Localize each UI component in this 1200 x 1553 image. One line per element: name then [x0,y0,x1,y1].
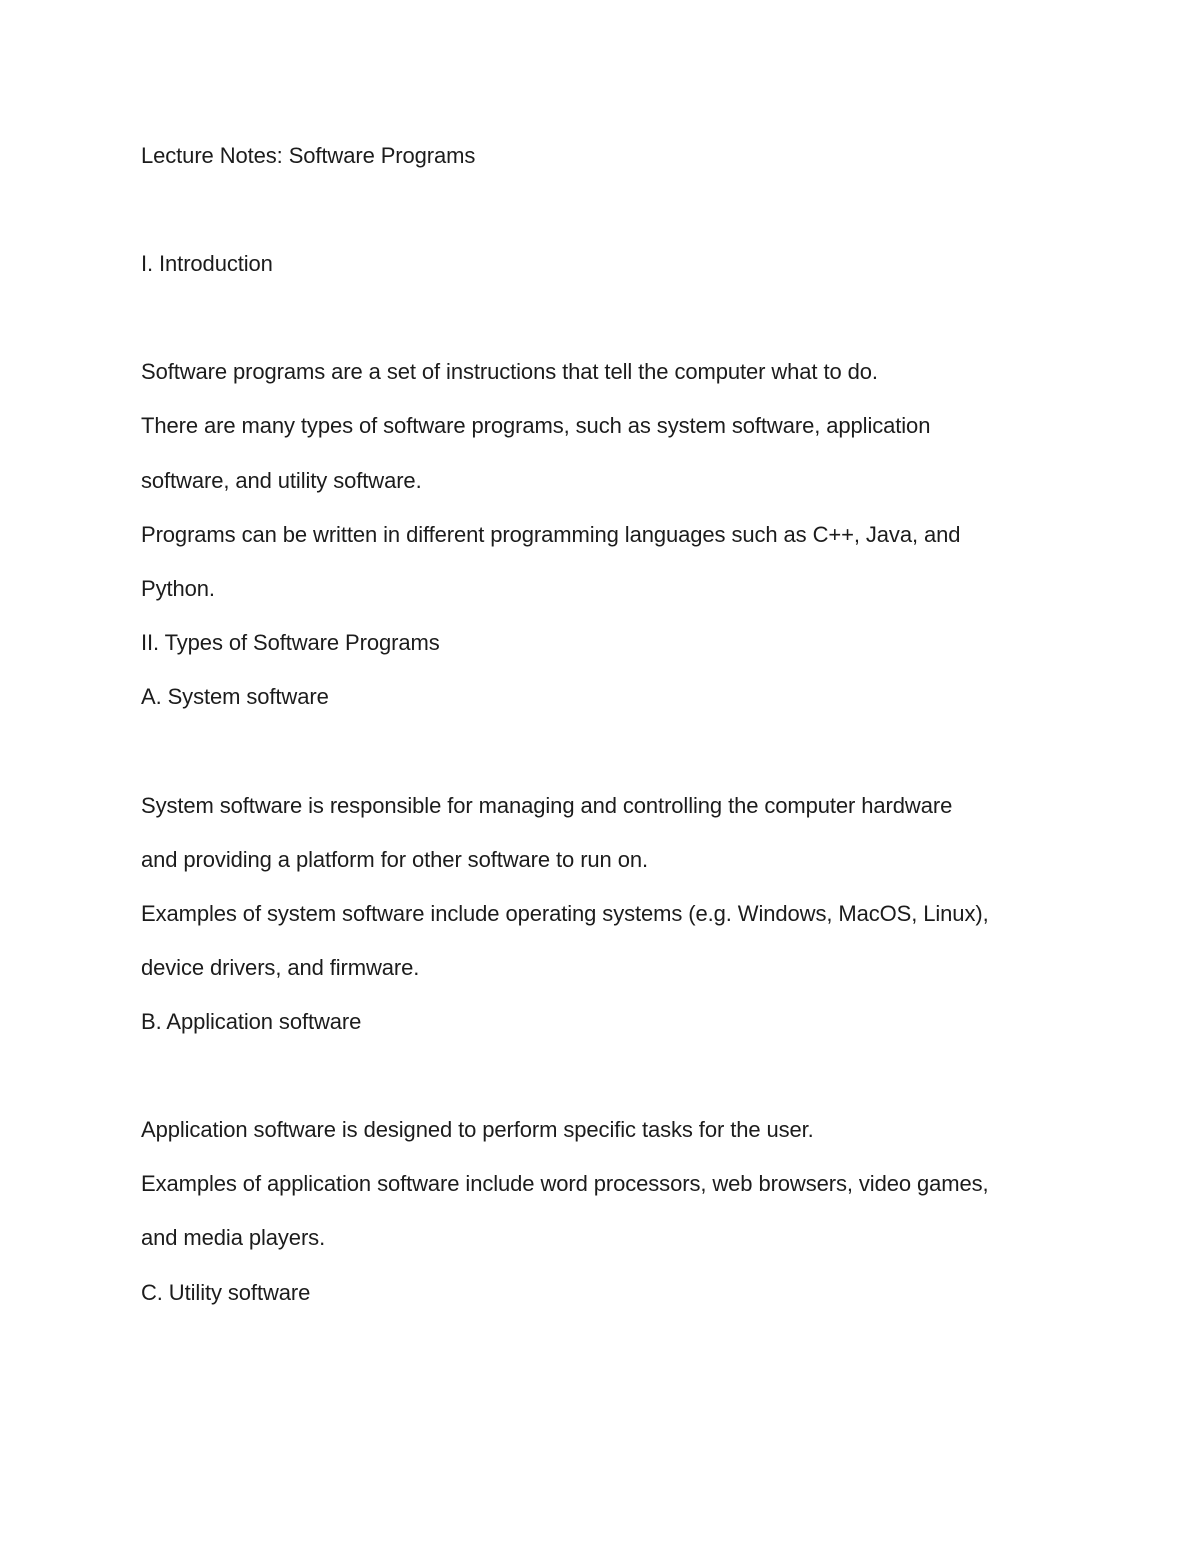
paragraph-line: and providing a platform for other software to run on. [141,847,648,872]
paragraph-line: and media players. [141,1225,326,1250]
subsection-heading-application-software: B. Application software [141,1009,362,1034]
paragraph-line: Examples of application software include word processors, web browsers, video games, [141,1171,989,1196]
paragraph-line: Software programs are a set of instructions that tell the computer what to do. [141,359,878,384]
paragraph-line: Examples of system software include operating systems (e.g. Windows, MacOS, Linux), [141,901,989,926]
paragraph-line: software, and utility software. [141,468,422,493]
document-title: Lecture Notes: Software Programs [141,143,476,168]
paragraph-line: Python. [141,576,215,601]
subsection-heading-utility-software: C. Utility software [141,1280,311,1305]
section-heading-types: II. Types of Software Programs [141,630,440,655]
paragraph-line: There are many types of software programs, such as system software, application [141,413,931,438]
section-heading-introduction: I. Introduction [141,251,273,276]
paragraph-line: Application software is designed to perform specific tasks for the user. [141,1117,814,1142]
subsection-heading-system-software: A. System software [141,684,329,709]
paragraph-line: Programs can be written in different programming languages such as C++, Java, and [141,522,961,547]
paragraph-line: System software is responsible for managing and controlling the computer hardware [141,793,953,818]
paragraph-line: device drivers, and firmware. [141,955,420,980]
